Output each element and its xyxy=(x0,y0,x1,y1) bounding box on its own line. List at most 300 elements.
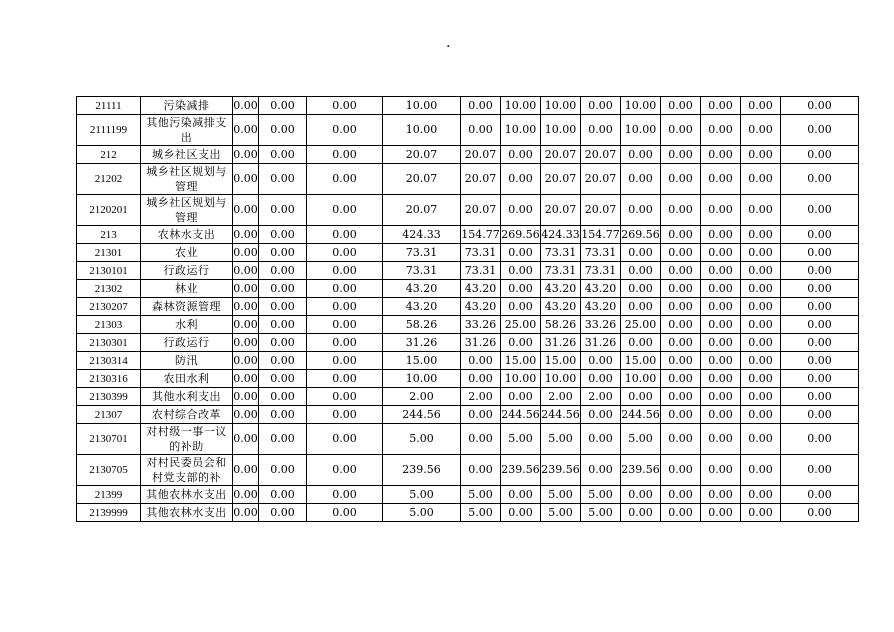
subject-name-cell: 行政运行 xyxy=(141,334,233,352)
amount-cell: 0.00 xyxy=(781,334,859,352)
amount-cell: 0.00 xyxy=(233,455,259,486)
subject-name-cell: 森林资源管理 xyxy=(141,298,233,316)
amount-cell: 0.00 xyxy=(701,486,741,504)
amount-cell: 0.00 xyxy=(661,455,701,486)
amount-cell: 0.00 xyxy=(741,316,781,334)
amount-cell: 15.00 xyxy=(621,352,661,370)
amount-cell: 0.00 xyxy=(307,262,383,280)
amount-cell: 0.00 xyxy=(233,316,259,334)
table-row xyxy=(77,226,859,244)
amount-cell: 0.00 xyxy=(621,146,661,164)
amount-cell: 20.07 xyxy=(383,195,461,226)
subject-name-cell: 污染减排 xyxy=(141,97,233,115)
amount-cell: 0.00 xyxy=(501,244,541,262)
amount-cell: 0.00 xyxy=(781,370,859,388)
subject-code-cell: 21301 xyxy=(77,244,141,262)
amount-cell: 0.00 xyxy=(781,455,859,486)
amount-cell: 0.00 xyxy=(259,298,307,316)
amount-cell: 0.00 xyxy=(701,352,741,370)
amount-cell: 0.00 xyxy=(701,146,741,164)
table-row xyxy=(77,280,859,298)
amount-cell: 0.00 xyxy=(259,280,307,298)
subject-name-cell: 其他污染减排支出 xyxy=(141,115,233,146)
amount-cell: 0.00 xyxy=(701,115,741,146)
amount-cell: 10.00 xyxy=(383,115,461,146)
amount-cell: 0.00 xyxy=(741,97,781,115)
amount-cell: 20.07 xyxy=(383,164,461,195)
amount-cell: 0.00 xyxy=(701,388,741,406)
amount-cell: 5.00 xyxy=(541,504,581,522)
amount-cell: 0.00 xyxy=(661,406,701,424)
amount-cell: 0.00 xyxy=(259,115,307,146)
amount-cell: 0.00 xyxy=(701,316,741,334)
amount-cell: 0.00 xyxy=(259,195,307,226)
amount-cell: 0.00 xyxy=(461,406,501,424)
budget-table xyxy=(76,96,859,522)
amount-cell: 0.00 xyxy=(581,115,621,146)
amount-cell: 0.00 xyxy=(259,146,307,164)
table-row xyxy=(77,352,859,370)
subject-name-cell: 城乡社区支出 xyxy=(141,146,233,164)
amount-cell: 0.00 xyxy=(781,97,859,115)
amount-cell: 33.26 xyxy=(581,316,621,334)
amount-cell: 239.56 xyxy=(621,455,661,486)
amount-cell: 0.00 xyxy=(741,388,781,406)
amount-cell: 5.00 xyxy=(541,486,581,504)
subject-code-cell: 2130701 xyxy=(77,424,141,455)
table-row xyxy=(77,455,859,486)
amount-cell: 10.00 xyxy=(621,115,661,146)
subject-name-cell: 其他水利支出 xyxy=(141,388,233,406)
subject-code-cell: 2130316 xyxy=(77,370,141,388)
amount-cell: 43.20 xyxy=(383,280,461,298)
amount-cell: 31.26 xyxy=(581,334,621,352)
amount-cell: 43.20 xyxy=(581,280,621,298)
amount-cell: 0.00 xyxy=(501,298,541,316)
amount-cell: 0.00 xyxy=(233,244,259,262)
amount-cell: 0.00 xyxy=(307,280,383,298)
subject-name-cell: 农田水利 xyxy=(141,370,233,388)
amount-cell: 0.00 xyxy=(701,244,741,262)
subject-name-cell: 城乡社区规划与管理 xyxy=(141,164,233,195)
amount-cell: 0.00 xyxy=(307,455,383,486)
amount-cell: 0.00 xyxy=(781,406,859,424)
amount-cell: 10.00 xyxy=(541,97,581,115)
amount-cell: 5.00 xyxy=(383,424,461,455)
amount-cell: 0.00 xyxy=(307,226,383,244)
amount-cell: 0.00 xyxy=(259,334,307,352)
table-row xyxy=(77,244,859,262)
subject-name-cell: 林业 xyxy=(141,280,233,298)
amount-cell: 0.00 xyxy=(581,352,621,370)
amount-cell: 5.00 xyxy=(621,424,661,455)
table-row xyxy=(77,486,859,504)
table-row xyxy=(77,115,859,146)
amount-cell: 239.56 xyxy=(541,455,581,486)
amount-cell: 0.00 xyxy=(501,388,541,406)
amount-cell: 0.00 xyxy=(621,334,661,352)
amount-cell: 0.00 xyxy=(741,226,781,244)
amount-cell: 0.00 xyxy=(233,97,259,115)
amount-cell: 0.00 xyxy=(581,455,621,486)
amount-cell: 244.56 xyxy=(383,406,461,424)
amount-cell: 2.00 xyxy=(461,388,501,406)
amount-cell: 5.00 xyxy=(581,486,621,504)
amount-cell: 0.00 xyxy=(781,352,859,370)
amount-cell: 0.00 xyxy=(701,262,741,280)
amount-cell: 0.00 xyxy=(701,226,741,244)
amount-cell: 20.07 xyxy=(581,146,621,164)
amount-cell: 0.00 xyxy=(741,280,781,298)
amount-cell: 0.00 xyxy=(781,146,859,164)
amount-cell: 0.00 xyxy=(701,334,741,352)
amount-cell: 15.00 xyxy=(383,352,461,370)
amount-cell: 20.07 xyxy=(461,195,501,226)
amount-cell: 0.00 xyxy=(621,195,661,226)
amount-cell: 5.00 xyxy=(541,424,581,455)
amount-cell: 15.00 xyxy=(541,352,581,370)
amount-cell: 0.00 xyxy=(233,424,259,455)
amount-cell: 0.00 xyxy=(461,370,501,388)
amount-cell: 0.00 xyxy=(307,146,383,164)
subject-code-cell: 21303 xyxy=(77,316,141,334)
amount-cell: 5.00 xyxy=(383,504,461,522)
amount-cell: 154.77 xyxy=(461,226,501,244)
amount-cell: 0.00 xyxy=(661,280,701,298)
amount-cell: 0.00 xyxy=(661,316,701,334)
amount-cell: 0.00 xyxy=(233,370,259,388)
amount-cell: 10.00 xyxy=(621,97,661,115)
subject-name-cell: 农林水支出 xyxy=(141,226,233,244)
amount-cell: 0.00 xyxy=(741,262,781,280)
amount-cell: 0.00 xyxy=(233,262,259,280)
amount-cell: 0.00 xyxy=(461,97,501,115)
amount-cell: 244.56 xyxy=(541,406,581,424)
amount-cell: 0.00 xyxy=(259,406,307,424)
table-row xyxy=(77,146,859,164)
amount-cell: 0.00 xyxy=(307,424,383,455)
subject-name-cell: 农业 xyxy=(141,244,233,262)
amount-cell: 0.00 xyxy=(233,280,259,298)
amount-cell: 43.20 xyxy=(581,298,621,316)
amount-cell: 58.26 xyxy=(383,316,461,334)
amount-cell: 0.00 xyxy=(781,244,859,262)
amount-cell: 0.00 xyxy=(621,280,661,298)
amount-cell: 2.00 xyxy=(541,388,581,406)
amount-cell: 31.26 xyxy=(461,334,501,352)
amount-cell: 0.00 xyxy=(661,164,701,195)
amount-cell: 20.07 xyxy=(461,146,501,164)
amount-cell: 0.00 xyxy=(661,262,701,280)
amount-cell: 0.00 xyxy=(307,298,383,316)
amount-cell: 0.00 xyxy=(701,424,741,455)
amount-cell: 0.00 xyxy=(741,195,781,226)
amount-cell: 0.00 xyxy=(233,486,259,504)
amount-cell: 0.00 xyxy=(501,146,541,164)
amount-cell: 0.00 xyxy=(661,146,701,164)
subject-code-cell: 21399 xyxy=(77,486,141,504)
amount-cell: 0.00 xyxy=(741,504,781,522)
amount-cell: 0.00 xyxy=(661,195,701,226)
table-row xyxy=(77,406,859,424)
amount-cell: 0.00 xyxy=(259,370,307,388)
amount-cell: 0.00 xyxy=(621,486,661,504)
subject-code-cell: 2111199 xyxy=(77,115,141,146)
amount-cell: 0.00 xyxy=(701,97,741,115)
amount-cell: 0.00 xyxy=(259,504,307,522)
amount-cell: 0.00 xyxy=(581,97,621,115)
amount-cell: 31.26 xyxy=(383,334,461,352)
subject-name-cell: 行政运行 xyxy=(141,262,233,280)
amount-cell: 0.00 xyxy=(259,164,307,195)
amount-cell: 0.00 xyxy=(741,486,781,504)
amount-cell: 0.00 xyxy=(741,334,781,352)
amount-cell: 0.00 xyxy=(461,424,501,455)
amount-cell: 0.00 xyxy=(307,244,383,262)
amount-cell: 0.00 xyxy=(701,406,741,424)
subject-name-cell: 其他农林水支出 xyxy=(141,504,233,522)
amount-cell: 0.00 xyxy=(701,280,741,298)
amount-cell: 0.00 xyxy=(701,164,741,195)
amount-cell: 5.00 xyxy=(383,486,461,504)
page-marker: . xyxy=(446,35,451,51)
amount-cell: 0.00 xyxy=(233,388,259,406)
amount-cell: 0.00 xyxy=(661,486,701,504)
amount-cell: 5.00 xyxy=(581,504,621,522)
amount-cell: 0.00 xyxy=(781,262,859,280)
amount-cell: 15.00 xyxy=(501,352,541,370)
amount-cell: 0.00 xyxy=(259,486,307,504)
amount-cell: 0.00 xyxy=(781,280,859,298)
amount-cell: 0.00 xyxy=(581,406,621,424)
amount-cell: 5.00 xyxy=(501,424,541,455)
amount-cell: 43.20 xyxy=(461,280,501,298)
table-row xyxy=(77,424,859,455)
amount-cell: 0.00 xyxy=(701,298,741,316)
subject-name-cell: 对村级一事一议的补助 xyxy=(141,424,233,455)
subject-code-cell: 212 xyxy=(77,146,141,164)
amount-cell: 0.00 xyxy=(461,455,501,486)
amount-cell: 5.00 xyxy=(461,504,501,522)
amount-cell: 0.00 xyxy=(307,334,383,352)
subject-code-cell: 21307 xyxy=(77,406,141,424)
amount-cell: 0.00 xyxy=(233,334,259,352)
amount-cell: 0.00 xyxy=(307,370,383,388)
table-row xyxy=(77,97,859,115)
amount-cell: 0.00 xyxy=(661,388,701,406)
amount-cell: 73.31 xyxy=(461,262,501,280)
amount-cell: 73.31 xyxy=(383,262,461,280)
amount-cell: 0.00 xyxy=(701,504,741,522)
amount-cell: 0.00 xyxy=(781,504,859,522)
amount-cell: 0.00 xyxy=(621,298,661,316)
amount-cell: 73.31 xyxy=(581,262,621,280)
table-row xyxy=(77,298,859,316)
amount-cell: 25.00 xyxy=(501,316,541,334)
amount-cell: 0.00 xyxy=(307,115,383,146)
subject-name-cell: 水利 xyxy=(141,316,233,334)
amount-cell: 0.00 xyxy=(501,164,541,195)
amount-cell: 0.00 xyxy=(781,164,859,195)
amount-cell: 5.00 xyxy=(461,486,501,504)
subject-code-cell: 21302 xyxy=(77,280,141,298)
amount-cell: 424.33 xyxy=(541,226,581,244)
amount-cell: 0.00 xyxy=(259,262,307,280)
amount-cell: 244.56 xyxy=(501,406,541,424)
subject-code-cell: 2120201 xyxy=(77,195,141,226)
amount-cell: 10.00 xyxy=(383,370,461,388)
subject-code-cell: 2130207 xyxy=(77,298,141,316)
amount-cell: 0.00 xyxy=(307,486,383,504)
amount-cell: 73.31 xyxy=(541,244,581,262)
amount-cell: 0.00 xyxy=(501,486,541,504)
subject-name-cell: 对村民委员会和村党支部的补 xyxy=(141,455,233,486)
subject-code-cell: 2130399 xyxy=(77,388,141,406)
subject-name-cell: 农村综合改革 xyxy=(141,406,233,424)
amount-cell: 239.56 xyxy=(383,455,461,486)
subject-name-cell: 其他农林水支出 xyxy=(141,486,233,504)
amount-cell: 0.00 xyxy=(259,97,307,115)
amount-cell: 2.00 xyxy=(581,388,621,406)
amount-cell: 31.26 xyxy=(541,334,581,352)
amount-cell: 0.00 xyxy=(501,262,541,280)
amount-cell: 0.00 xyxy=(461,352,501,370)
amount-cell: 0.00 xyxy=(621,504,661,522)
amount-cell: 0.00 xyxy=(741,244,781,262)
subject-code-cell: 2139999 xyxy=(77,504,141,522)
table-row xyxy=(77,164,859,195)
amount-cell: 0.00 xyxy=(233,352,259,370)
amount-cell: 0.00 xyxy=(661,352,701,370)
amount-cell: 10.00 xyxy=(501,115,541,146)
amount-cell: 20.07 xyxy=(541,146,581,164)
amount-cell: 0.00 xyxy=(701,195,741,226)
amount-cell: 20.07 xyxy=(541,195,581,226)
amount-cell: 0.00 xyxy=(781,195,859,226)
amount-cell: 0.00 xyxy=(701,455,741,486)
amount-cell: 0.00 xyxy=(661,97,701,115)
subject-name-cell: 城乡社区规划与管理 xyxy=(141,195,233,226)
amount-cell: 0.00 xyxy=(661,504,701,522)
amount-cell: 0.00 xyxy=(501,280,541,298)
amount-cell: 0.00 xyxy=(621,262,661,280)
amount-cell: 0.00 xyxy=(259,316,307,334)
amount-cell: 0.00 xyxy=(781,115,859,146)
amount-cell: 10.00 xyxy=(501,97,541,115)
amount-cell: 0.00 xyxy=(621,244,661,262)
table-row xyxy=(77,334,859,352)
amount-cell: 0.00 xyxy=(661,244,701,262)
table-row xyxy=(77,504,859,522)
amount-cell: 43.20 xyxy=(383,298,461,316)
amount-cell: 0.00 xyxy=(259,455,307,486)
amount-cell: 20.07 xyxy=(581,195,621,226)
subject-code-cell: 2130314 xyxy=(77,352,141,370)
amount-cell: 0.00 xyxy=(307,352,383,370)
amount-cell: 0.00 xyxy=(259,244,307,262)
subject-code-cell: 213 xyxy=(77,226,141,244)
table-row xyxy=(77,370,859,388)
amount-cell: 0.00 xyxy=(581,424,621,455)
amount-cell: 269.56 xyxy=(621,226,661,244)
amount-cell: 0.00 xyxy=(741,115,781,146)
amount-cell: 269.56 xyxy=(501,226,541,244)
subject-code-cell: 2130101 xyxy=(77,262,141,280)
amount-cell: 244.56 xyxy=(621,406,661,424)
amount-cell: 2.00 xyxy=(383,388,461,406)
amount-cell: 0.00 xyxy=(661,226,701,244)
amount-cell: 0.00 xyxy=(781,226,859,244)
amount-cell: 0.00 xyxy=(233,406,259,424)
table-row xyxy=(77,316,859,334)
table-row xyxy=(77,388,859,406)
amount-cell: 0.00 xyxy=(307,388,383,406)
subject-code-cell: 21202 xyxy=(77,164,141,195)
amount-cell: 20.07 xyxy=(581,164,621,195)
amount-cell: 0.00 xyxy=(701,370,741,388)
amount-cell: 0.00 xyxy=(233,115,259,146)
amount-cell: 0.00 xyxy=(259,424,307,455)
amount-cell: 10.00 xyxy=(541,115,581,146)
amount-cell: 10.00 xyxy=(621,370,661,388)
amount-cell: 0.00 xyxy=(741,406,781,424)
amount-cell: 424.33 xyxy=(383,226,461,244)
amount-cell: 0.00 xyxy=(741,370,781,388)
amount-cell: 58.26 xyxy=(541,316,581,334)
subject-code-cell: 2130301 xyxy=(77,334,141,352)
amount-cell: 0.00 xyxy=(259,226,307,244)
amount-cell: 10.00 xyxy=(383,97,461,115)
amount-cell: 0.00 xyxy=(781,388,859,406)
amount-cell: 73.31 xyxy=(581,244,621,262)
amount-cell: 0.00 xyxy=(233,504,259,522)
amount-cell: 0.00 xyxy=(741,424,781,455)
amount-cell: 0.00 xyxy=(661,370,701,388)
subject-code-cell: 2130705 xyxy=(77,455,141,486)
subject-code-cell: 21111 xyxy=(77,97,141,115)
amount-cell: 0.00 xyxy=(501,195,541,226)
amount-cell: 43.20 xyxy=(541,280,581,298)
amount-cell: 0.00 xyxy=(307,195,383,226)
amount-cell: 0.00 xyxy=(621,388,661,406)
amount-cell: 0.00 xyxy=(781,298,859,316)
amount-cell: 43.20 xyxy=(461,298,501,316)
amount-cell: 0.00 xyxy=(781,486,859,504)
amount-cell: 33.26 xyxy=(461,316,501,334)
amount-cell: 20.07 xyxy=(383,146,461,164)
amount-cell: 0.00 xyxy=(741,164,781,195)
amount-cell: 0.00 xyxy=(259,388,307,406)
amount-cell: 0.00 xyxy=(661,334,701,352)
amount-cell: 0.00 xyxy=(661,115,701,146)
amount-cell: 0.00 xyxy=(781,424,859,455)
amount-cell: 0.00 xyxy=(233,195,259,226)
amount-cell: 0.00 xyxy=(233,298,259,316)
amount-cell: 73.31 xyxy=(461,244,501,262)
subject-name-cell: 防汛 xyxy=(141,352,233,370)
amount-cell: 25.00 xyxy=(621,316,661,334)
table-row xyxy=(77,262,859,280)
amount-cell: 0.00 xyxy=(233,164,259,195)
amount-cell: 0.00 xyxy=(741,298,781,316)
amount-cell: 0.00 xyxy=(307,97,383,115)
amount-cell: 0.00 xyxy=(661,424,701,455)
amount-cell: 0.00 xyxy=(741,352,781,370)
amount-cell: 0.00 xyxy=(233,226,259,244)
amount-cell: 0.00 xyxy=(741,455,781,486)
amount-cell: 0.00 xyxy=(307,316,383,334)
amount-cell: 0.00 xyxy=(233,146,259,164)
